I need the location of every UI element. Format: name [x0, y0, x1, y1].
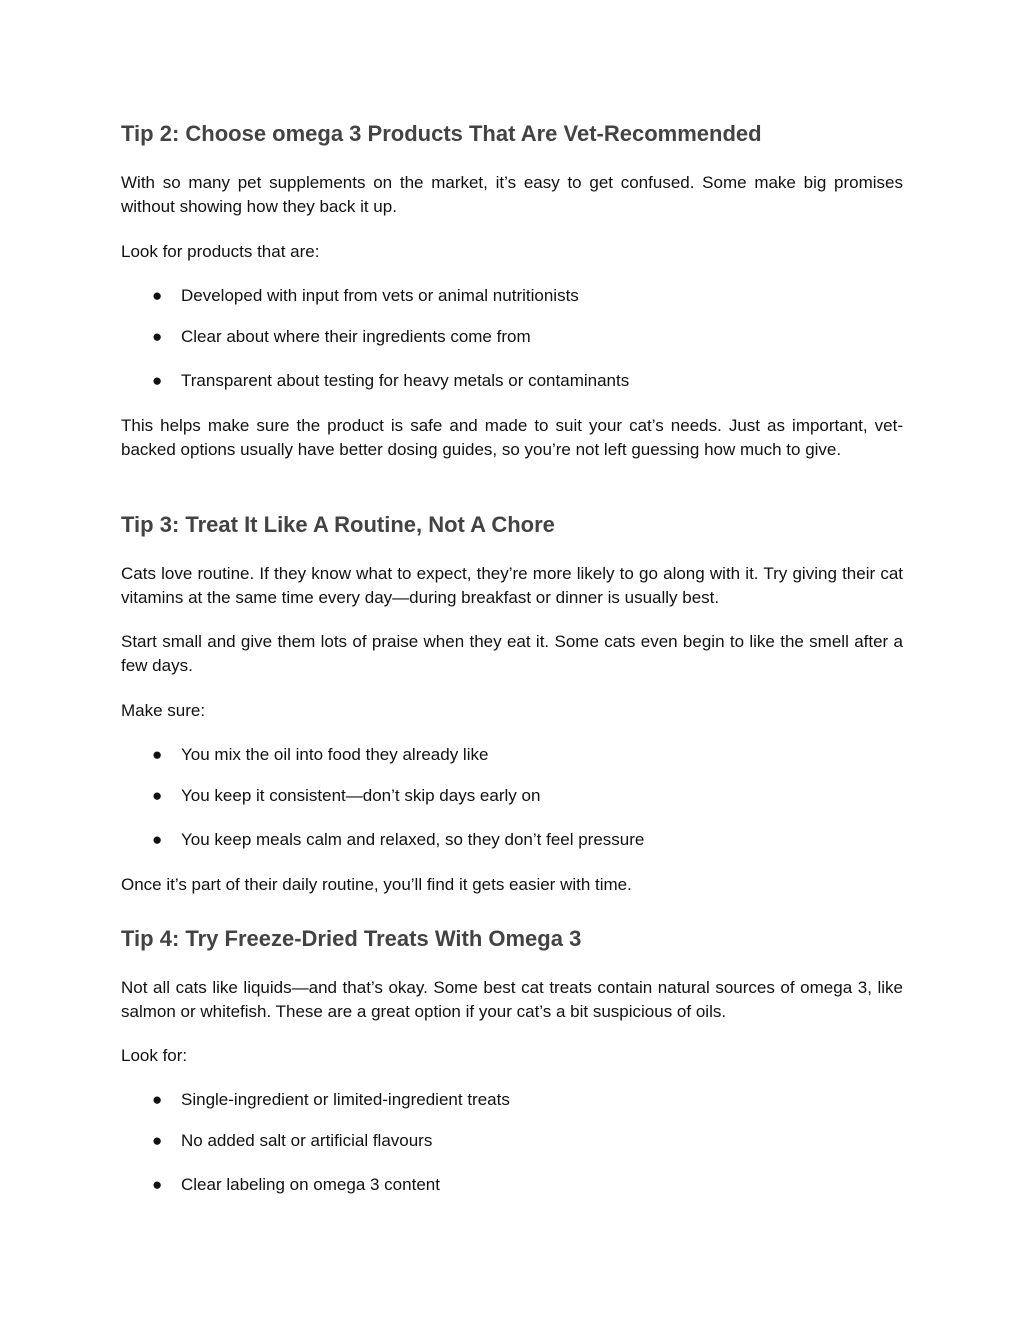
tip3-paragraph-3: Make sure:: [121, 701, 206, 720]
bullet-icon: ●: [152, 1175, 163, 1194]
bullet-icon: ●: [152, 745, 163, 764]
tip3-paragraph-4: Once it’s part of their daily routine, you’ll find it gets easier with time.: [121, 875, 632, 894]
tip4-list-item-1: Single-ingredient or limited-ingredient treats: [181, 1090, 510, 1109]
tip4-paragraph-2: Look for:: [121, 1046, 188, 1065]
tip3-list-item-2: You keep it consistent—don’t skip days early on: [181, 786, 541, 805]
tip3-list-item-1: You mix the oil into food they already like: [181, 745, 489, 764]
tip3-paragraph-1: Cats love routine. If they know what to expect, they’re more likely to go along with it. Try giving their cat vitamins at the same time every day—during breakfast or dinner is usually best.: [121, 564, 903, 608]
bullet-icon: ●: [152, 327, 163, 346]
bullet-icon: ●: [152, 1090, 163, 1109]
bullet-icon: ●: [152, 1131, 163, 1150]
tip2-list-item-3: Transparent about testing for heavy metals or contaminants: [181, 371, 630, 390]
bullet-icon: ●: [152, 371, 163, 390]
tip2-paragraph-2: Look for products that are:: [121, 242, 320, 261]
tip4-paragraph-1: Not all cats like liquids—and that’s okay. Some best cat treats contain natural sources of omega 3, like salmon or whitefish. These are a great option if your cat’s a bit suspicious of oils.: [121, 978, 903, 1022]
tip4-heading: Tip 4: Try Freeze-Dried Treats With Omega 3: [121, 926, 582, 951]
tip2-list-item-1: Developed with input from vets or animal nutritionists: [181, 286, 579, 305]
bullet-icon: ●: [152, 830, 163, 849]
tip2-paragraph-1: With so many pet supplements on the market, it’s easy to get confused. Some make big promises without showing how they back it up.: [121, 173, 903, 217]
tip2-heading: Tip 2: Choose omega 3 Products That Are Vet-Recommended: [121, 121, 762, 146]
tip3-paragraph-2: Start small and give them lots of praise when they eat it. Some cats even begin to like the smell after a few days.: [121, 632, 903, 676]
tip4-list-item-2: No added salt or artificial flavours: [181, 1131, 433, 1150]
tip3-heading: Tip 3: Treat It Like A Routine, Not A Chore: [121, 512, 555, 537]
tip2-list-item-2: Clear about where their ingredients come from: [181, 327, 531, 346]
bullet-icon: ●: [152, 786, 163, 805]
tip4-list-item-3: Clear labeling on omega 3 content: [181, 1175, 440, 1194]
tip2-paragraph-3: This helps make sure the product is safe and made to suit your cat’s needs. Just as important, vet-backed options usually have better dosing guides, so you’re not left guessing how much to give.: [121, 416, 903, 460]
tip3-list-item-3: You keep meals calm and relaxed, so they don’t feel pressure: [181, 830, 645, 849]
bullet-icon: ●: [152, 286, 163, 305]
